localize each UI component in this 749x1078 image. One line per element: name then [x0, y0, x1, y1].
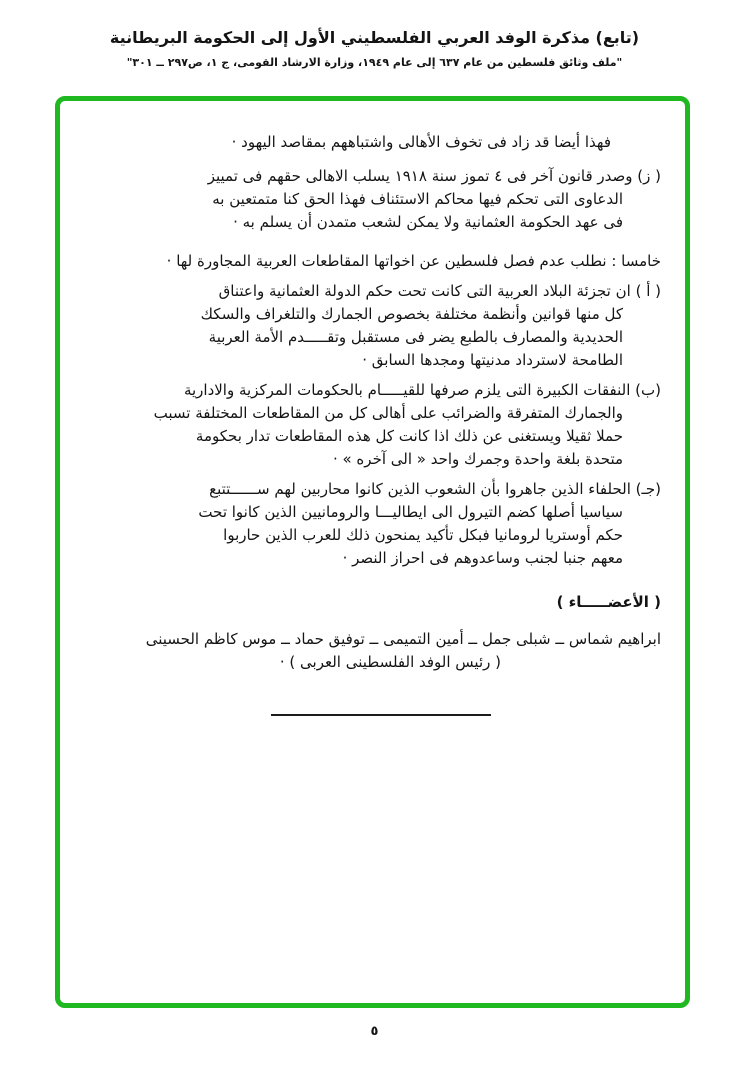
document-title: (تابع) مذكرة الوفد العربي الفلسطيني الأول إلى الحكومة البريطانية	[109, 28, 640, 47]
text-line: فى عهد الحكومة العثمانية ولا يمكن لشعب متمدن أن يسلم به ·	[233, 213, 623, 231]
clause-fifth-demand	[100, 250, 661, 273]
text-line: الطامحة لاسترداد مدنيتها ومجدها السابق ·	[362, 351, 623, 369]
divider-line	[271, 714, 491, 716]
text-line: حكم أوستريا لرومانيا فبكل تأكيد يمنحون ذلك للعرب الذين حاربوا	[223, 526, 623, 544]
document-header	[0, 0, 749, 70]
signature-block	[100, 628, 661, 674]
intro-paragraph	[100, 131, 661, 154]
text-line: (ب) النفقات الكبيرة التى يلزم صرفها للقيـــــام بالحكومات المركزية والادارية	[183, 381, 661, 399]
clause-item-b	[100, 379, 661, 471]
text-line: متحدة بلغة واحدة وجمرك واحد « الى آخره » ·	[332, 450, 623, 468]
text-line: حملا ثقيلا ويستغنى عن ذلك اذا كانت كل هذه المقاطعات تدار بحكومة	[195, 427, 623, 445]
text-line: خامسا : نطلب عدم فصل فلسطين عن اخواتها المقاطعات العربية المجاورة لها ·	[166, 252, 661, 270]
text-line: ابراهيم شماس ــ شبلى جمل ــ أمين التميمى ــ توفيق حماد ــ موس كاظم الحسينى	[145, 630, 661, 648]
clause-item-z	[100, 165, 661, 234]
text-line: معهم جنبا لجنب وساعدوهم فى احراز النصر ·	[342, 549, 623, 567]
green-frame	[55, 96, 690, 1008]
page-number: ٥	[370, 1024, 379, 1039]
text-line: ( رئيس الوفد الفلسطينى العربى ) ·	[279, 653, 501, 671]
members-heading: ( الأعضـــــاء )	[556, 593, 661, 611]
text-line: والجمارك المتفرقة والضرائب على أهالى كل من المقاطعات المختلفة تسبب	[153, 404, 623, 422]
text-line: فهذا أيضا قد زاد فى تخوف الأهالى واشتباههم بمقاصد اليهود ·	[231, 133, 611, 151]
text-line: الحديدية والمصارف بالطبع يضر فى مستقبل وتقـــــدم الأمة العربية	[208, 328, 623, 346]
clause-item-j	[100, 478, 661, 570]
clause-item-a	[100, 280, 661, 372]
text-line: ( أ ) ان تجزئة البلاد العربية التى كانت تحت حكم الدولة العثمانية واعتناق	[218, 282, 661, 300]
text-line: سياسيا أصلها كضم التيرول الى ايطاليـــا والرومانيين الذين كانوا تحت	[198, 503, 623, 521]
document-source-citation: "ملف وثائق فلسطين من عام ٦٣٧ إلى عام ١٩٤٩، وزارة الارشاد القومى، ج ١، ص٢٩٧ ــ ٣٠١"	[126, 56, 623, 69]
text-line: الدعاوى التى تحكم فيها محاكم الاستئناف فهذا الحق كنا متمتعين به	[212, 190, 623, 208]
text-line: كل منها قوانين وأنظمة مختلفة بخصوص الجمارك والتلغراف والسكك	[200, 305, 623, 323]
text-line: (جـ) الحلفاء الذين جاهروا بأن الشعوب الذين كانوا محاربين لهم ســــــتتبع	[209, 480, 661, 498]
text-line: ( ز) وصدر قانون آخر فى ٤ تموز سنة ١٩١٨ يسلب الاهالى حقهم فى تمييز	[207, 167, 661, 185]
